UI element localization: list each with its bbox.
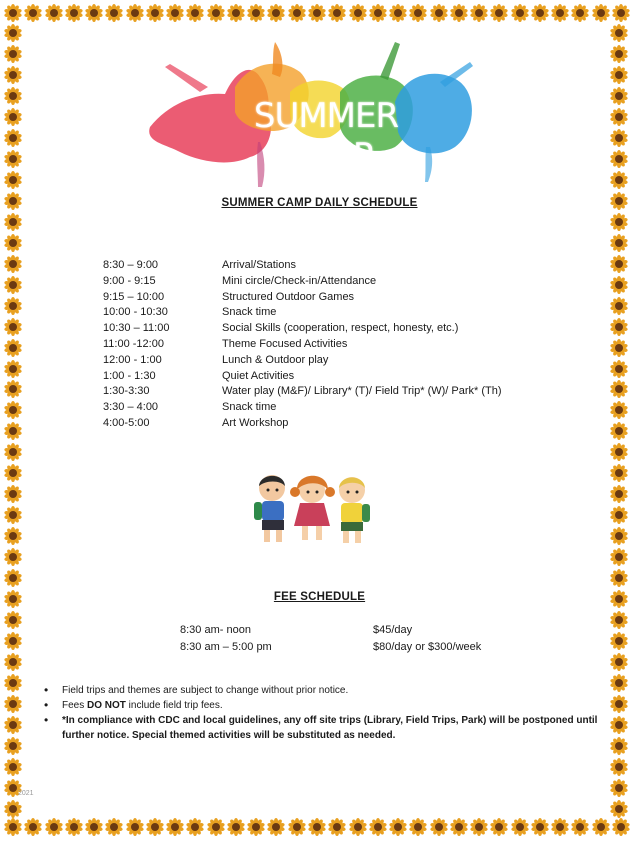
sunflower-icon xyxy=(166,818,184,836)
sunflower-icon xyxy=(4,695,22,713)
sunflower-icon xyxy=(450,4,468,22)
fee-time: 8:30 am – 5:00 pm xyxy=(180,641,272,653)
fee-row xyxy=(180,622,540,639)
sunflower-icon xyxy=(450,818,468,836)
sunflower-icon xyxy=(4,527,22,545)
schedule-time: 11:00 -12:00 xyxy=(103,337,164,350)
sunflower-icon xyxy=(4,339,22,357)
sunflower-icon xyxy=(551,818,569,836)
sunflower-icon xyxy=(610,506,628,524)
sunflower-icon xyxy=(4,150,22,168)
sunflower-icon xyxy=(610,527,628,545)
sunflower-icon xyxy=(610,779,628,797)
sunflower-icon xyxy=(610,318,628,336)
sunflower-icon xyxy=(610,297,628,315)
sunflower-icon xyxy=(592,4,610,22)
sunflower-icon xyxy=(610,632,628,650)
sunflower-icon xyxy=(105,818,123,836)
sunflower-icon xyxy=(85,818,103,836)
sunflower-icon xyxy=(470,4,488,22)
sunflower-icon xyxy=(610,737,628,755)
sunflower-icon xyxy=(610,276,628,294)
sunflower-icon xyxy=(4,800,22,818)
daily-schedule-title: SUMMER CAMP DAILY SCHEDULE xyxy=(221,197,418,209)
sunflower-border-left xyxy=(4,24,24,818)
sunflower-icon xyxy=(389,818,407,836)
sunflower-icon xyxy=(24,818,42,836)
schedule-time: 12:00 - 1:00 xyxy=(103,353,162,366)
sunflower-icon xyxy=(4,548,22,566)
sunflower-icon xyxy=(409,818,427,836)
note-text-part: include field trip fees. xyxy=(125,700,223,711)
bullet-icon: • xyxy=(44,713,49,727)
sunflower-icon xyxy=(610,213,628,231)
sunflower-icon xyxy=(186,818,204,836)
sunflower-icon xyxy=(288,818,306,836)
sunflower-icon xyxy=(4,24,22,42)
sunflower-icon xyxy=(571,818,589,836)
sunflower-icon xyxy=(610,150,628,168)
bullet-icon: • xyxy=(44,683,49,697)
fee-time: 8:30 am- noon xyxy=(180,624,251,636)
schedule-activity: Structured Outdoor Games xyxy=(222,290,355,303)
sunflower-icon xyxy=(24,4,42,22)
sunflower-icon xyxy=(146,818,164,836)
sunflower-icon xyxy=(288,4,306,22)
schedule-row xyxy=(103,321,563,337)
note-emphasis: DO NOT xyxy=(87,700,126,711)
sunflower-icon xyxy=(612,818,630,836)
note-text: Field trips and themes are subject to change without prior notice. xyxy=(62,685,349,696)
sunflower-icon xyxy=(267,818,285,836)
schedule-time: 4:00-5:00 xyxy=(103,416,150,429)
sunflower-icon xyxy=(4,818,22,836)
note-text-part: Fees xyxy=(62,700,88,711)
sunflower-icon xyxy=(267,4,285,22)
sunflower-icon xyxy=(349,4,367,22)
sunflower-icon xyxy=(328,818,346,836)
sunflower-icon xyxy=(186,4,204,22)
sunflower-icon xyxy=(610,800,628,818)
sunflower-icon xyxy=(85,4,103,22)
schedule-row xyxy=(103,274,563,290)
schedule-row xyxy=(103,384,563,400)
sunflower-icon xyxy=(4,758,22,776)
schedule-row xyxy=(103,337,563,353)
sunflower-icon xyxy=(4,716,22,734)
sunflower-icon xyxy=(470,818,488,836)
sunflower-icon xyxy=(610,485,628,503)
bullet-icon: • xyxy=(44,698,49,712)
sunflower-icon xyxy=(4,360,22,378)
sunflower-icon xyxy=(531,818,549,836)
sunflower-icon xyxy=(146,4,164,22)
schedule-time: 1:30-3:30 xyxy=(103,385,150,398)
sunflower-icon xyxy=(430,818,448,836)
sunflower-icon xyxy=(551,4,569,22)
sunflower-icon xyxy=(4,276,22,294)
fee-row xyxy=(180,639,540,656)
sunflower-icon xyxy=(349,818,367,836)
fee-price: $80/day or $300/week xyxy=(373,641,482,653)
schedule-time: 3:30 – 4:00 xyxy=(103,401,159,414)
note-text: *In compliance with CDC and local guidelines, any off site trips (Library, Field Trips, Park) will be postponed until further notice. Special themed activities will be substituted as needed. xyxy=(62,715,598,741)
boy-right-figure xyxy=(339,477,370,543)
sunflower-icon xyxy=(610,422,628,440)
boy-left-figure xyxy=(254,475,285,542)
sunflower-icon xyxy=(610,66,628,84)
schedule-row xyxy=(103,400,563,416)
sunflower-icon xyxy=(389,4,407,22)
sunflower-icon xyxy=(610,548,628,566)
sunflower-icon xyxy=(4,108,22,126)
sunflower-icon xyxy=(612,4,630,22)
sunflower-icon xyxy=(610,653,628,671)
sunflower-icon xyxy=(308,818,326,836)
sunflower-icon xyxy=(126,818,144,836)
sunflower-icon xyxy=(511,818,529,836)
sunflower-icon xyxy=(490,4,508,22)
note-item xyxy=(44,713,604,743)
schedule-activity: Lunch & Outdoor play xyxy=(222,353,329,366)
sunflower-icon xyxy=(369,818,387,836)
sunflower-icon xyxy=(65,818,83,836)
sunflower-icon xyxy=(227,818,245,836)
sunflower-icon xyxy=(4,380,22,398)
sunflower-border-top xyxy=(4,4,630,24)
sunflower-icon xyxy=(610,339,628,357)
sunflower-icon xyxy=(45,818,63,836)
daily-schedule-table xyxy=(103,258,563,432)
sunflower-icon xyxy=(610,360,628,378)
schedule-row xyxy=(103,353,563,369)
schedule-time: 1:00 - 1:30 xyxy=(103,369,156,382)
schedule-row xyxy=(103,258,563,274)
sunflower-icon xyxy=(4,611,22,629)
sunflower-icon xyxy=(610,464,628,482)
fee-schedule-title: FEE SCHEDULE xyxy=(273,591,366,603)
kids-clipart xyxy=(250,468,380,548)
sunflower-icon xyxy=(166,4,184,22)
sunflower-icon xyxy=(592,818,610,836)
sunflower-icon xyxy=(610,758,628,776)
sunflower-icon xyxy=(4,129,22,147)
sunflower-icon xyxy=(4,297,22,315)
schedule-activity: Mini circle/Check-in/Attendance xyxy=(222,274,377,287)
schedule-time: 9:15 – 10:00 xyxy=(103,290,165,303)
orange-paint-drip xyxy=(272,42,282,77)
schedule-activity: Quiet Activities xyxy=(222,369,295,382)
sunflower-icon xyxy=(4,401,22,419)
schedule-time: 10:00 - 10:30 xyxy=(103,306,168,319)
schedule-row xyxy=(103,290,563,306)
pink-paint-streak xyxy=(165,64,208,92)
notes-list xyxy=(44,683,604,743)
sunflower-icon xyxy=(126,4,144,22)
sunflower-icon xyxy=(247,4,265,22)
schedule-row xyxy=(103,416,563,432)
sunflower-icon xyxy=(610,716,628,734)
sunflower-icon xyxy=(227,4,245,22)
note-text xyxy=(62,698,604,713)
note-item xyxy=(44,683,604,698)
sunflower-icon xyxy=(4,464,22,482)
sunflower-icon xyxy=(247,818,265,836)
sunflower-border-bottom xyxy=(4,818,630,838)
sunflower-icon xyxy=(610,87,628,105)
girl-middle-figure xyxy=(290,476,335,540)
sunflower-icon xyxy=(4,4,22,22)
schedule-activity: Art Workshop xyxy=(222,416,289,429)
sunflower-icon xyxy=(511,4,529,22)
sunflower-icon xyxy=(610,171,628,189)
note-item xyxy=(44,698,604,713)
logo-title: SUMMER CAMP xyxy=(253,96,399,176)
green-paint-streak xyxy=(380,42,400,80)
schedule-activity: Arrival/Stations xyxy=(222,259,296,271)
sunflower-icon xyxy=(4,45,22,63)
schedule-time: 10:30 – 11:00 xyxy=(103,322,170,335)
sunflower-icon xyxy=(4,569,22,587)
sunflower-icon xyxy=(610,129,628,147)
sunflower-icon xyxy=(490,818,508,836)
sunflower-icon xyxy=(4,506,22,524)
sunflower-icon xyxy=(4,318,22,336)
schedule-time: 9:00 - 9:15 xyxy=(103,274,156,287)
sunflower-icon xyxy=(610,255,628,273)
schedule-activity: Snack time xyxy=(222,306,277,319)
sunflower-icon xyxy=(105,4,123,22)
sunflower-icon xyxy=(610,45,628,63)
sunflower-icon xyxy=(610,24,628,42)
sunflower-icon xyxy=(610,443,628,461)
sunflower-icon xyxy=(4,87,22,105)
sunflower-icon xyxy=(4,213,22,231)
sunflower-icon xyxy=(430,4,448,22)
sunflower-icon xyxy=(610,569,628,587)
sunflower-icon xyxy=(4,653,22,671)
schedule-row xyxy=(103,305,563,321)
sunflower-icon xyxy=(308,4,326,22)
sunflower-icon xyxy=(610,380,628,398)
sunflower-icon xyxy=(4,443,22,461)
sunflower-icon xyxy=(207,4,225,22)
sunflower-icon xyxy=(610,401,628,419)
schedule-time: 8:30 – 9:00 xyxy=(103,259,159,271)
sunflower-icon xyxy=(531,4,549,22)
sunflower-icon xyxy=(610,234,628,252)
fee-price: $45/day xyxy=(373,624,413,636)
sunflower-icon xyxy=(4,66,22,84)
sunflower-border-right xyxy=(610,24,630,818)
sunflower-icon xyxy=(4,632,22,650)
schedule-activity: Theme Focused Activities xyxy=(222,337,348,350)
schedule-row xyxy=(103,369,563,385)
sunflower-icon xyxy=(4,422,22,440)
sunflower-icon xyxy=(610,695,628,713)
sunflower-icon xyxy=(4,255,22,273)
sunflower-icon xyxy=(610,674,628,692)
fee-table xyxy=(180,622,540,656)
sunflower-icon xyxy=(207,818,225,836)
sunflower-icon xyxy=(4,674,22,692)
sunflower-icon xyxy=(45,4,63,22)
sunflower-icon xyxy=(571,4,589,22)
sunflower-icon xyxy=(328,4,346,22)
sunflower-icon xyxy=(4,171,22,189)
sunflower-icon xyxy=(4,234,22,252)
schedule-activity: Snack time xyxy=(222,401,277,414)
schedule-activity: Social Skills (cooperation, respect, honesty, etc.) xyxy=(222,322,459,335)
sunflower-icon xyxy=(409,4,427,22)
sunflower-icon xyxy=(4,485,22,503)
sunflower-icon xyxy=(610,108,628,126)
sunflower-icon xyxy=(610,611,628,629)
year-mark: 2021 xyxy=(18,790,34,797)
sunflower-icon xyxy=(369,4,387,22)
schedule-activity: Water play (M&F)/ Library* (T)/ Field Trip* (W)/ Park* (Th) xyxy=(222,385,502,398)
sunflower-icon xyxy=(65,4,83,22)
sunflower-icon xyxy=(4,737,22,755)
